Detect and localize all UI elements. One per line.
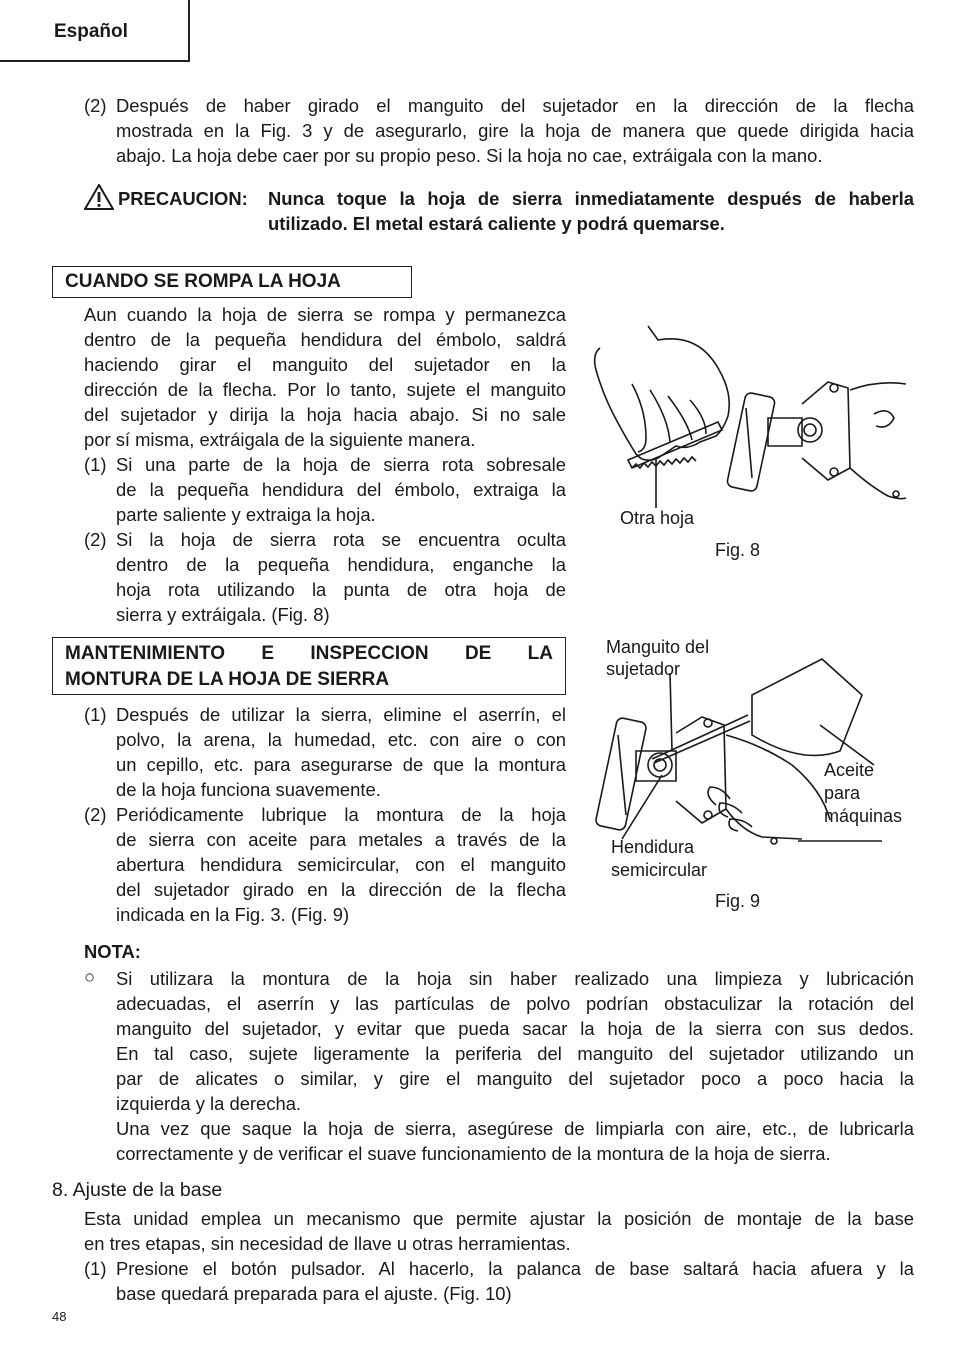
text-line: indicada en la Fig. 3. (Fig. 9) [116, 904, 350, 925]
fig9-label-oil-3: máquinas [824, 806, 903, 826]
fig8-illustration [588, 318, 908, 518]
fig9-label-oil-2: para [824, 783, 861, 803]
caution-line-1: Nunca toque la hoja de sierra inmediatamente después de haberla [268, 188, 914, 209]
item-number: (2) [84, 529, 107, 550]
fig8-label-other-blade: Otra hoja [620, 508, 695, 528]
item-number: (1) [84, 454, 107, 475]
fig8-caption: Fig. 8 [715, 540, 761, 560]
text-line: polvo, la arena, la humedad, etc. con aire o con [116, 729, 566, 750]
text-line: por sí misma, extráigala de la siguiente manera. [84, 429, 476, 450]
text-line: Periódicamente lubrique la montura de la hoja [116, 804, 566, 825]
warning-icon [84, 184, 114, 210]
caution-line-2: utilizado. El metal estará caliente y podrá quemarse. [268, 213, 725, 234]
language-label: Español [54, 21, 128, 42]
text-line: un cepillo, etc. para asegurarse de que la montura [116, 754, 566, 775]
heading-line-1: MANTENIMIENTO E INSPECCION DE LA [65, 643, 553, 664]
text-line: del sujetador girado en la dirección de la flecha [116, 879, 566, 900]
fig9-label-oil-1: Aceite [824, 760, 875, 780]
note-paragraph-2 [116, 1116, 914, 1166]
text-line: correctamente y de verificar el suave funcionamiento de la montura de la hoja de sierra. [116, 1143, 831, 1164]
text-line: en tres etapas, sin necesidad de llave u otras herramientas. [84, 1233, 571, 1254]
fig9-label-slot-2: semicircular [611, 860, 708, 880]
text-line: dentro de la pequeña hendidura del émbolo, saldrá [84, 329, 566, 350]
text-line: parte saliente y extraiga la hoja. [116, 504, 376, 525]
note-bullet: ○ [84, 966, 96, 987]
text-line: dirección de la flecha. Por lo tanto, sujete el manguito [84, 379, 566, 400]
note-paragraph-1 [116, 966, 914, 1116]
fig9-caption: Fig. 9 [715, 891, 761, 911]
step-number: (2) [84, 95, 107, 116]
caution-label: PRECAUCION: [118, 188, 248, 209]
text-line: sierra y extráigala. (Fig. 8) [116, 604, 330, 625]
text-line: Aun cuando la hoja de sierra se rompa y permanezca [84, 304, 566, 325]
note-label: NOTA: [84, 941, 141, 962]
intro-step-text [116, 93, 914, 168]
text-line: dentro de la pequeña hendidura, enganche la [116, 554, 566, 575]
language-tab [0, 0, 190, 62]
fig9-label-sleeve-1: Manguito del [606, 637, 710, 657]
text-line: Si utilizara la montura de la hoja sin haber realizado una limpieza y lubricación [116, 968, 914, 989]
fig9-label-slot-1: Hendidura [611, 837, 695, 857]
text-line: de sierra con aceite para metales a través de la [116, 829, 566, 850]
item-number: (1) [84, 704, 107, 725]
item-number: (1) [84, 1258, 107, 1279]
fig9-label-sleeve-2: sujetador [606, 659, 681, 679]
text-line: base quedará preparada para el ajuste. (Fig. 10) [116, 1283, 512, 1304]
text-line: Presione el botón pulsador. Al hacerlo, la palanca de base saltará hacia afuera y la [116, 1258, 914, 1279]
text-line: Después de utilizar la sierra, elimine el aserrín, el [116, 704, 566, 725]
text-line: de la hoja funciona suavemente. [116, 779, 381, 800]
text-line: haciendo girar el manguito del sujetador en la [84, 354, 566, 375]
text-line: manguito del sujetador, y evitar que pueda sacar la hoja de la sierra con sus dedos. [116, 1018, 914, 1039]
text-line: de la pequeña hendidura del émbolo, extraiga la [116, 479, 566, 500]
heading-line-2: MONTURA DE LA HOJA DE SIERRA [65, 669, 390, 690]
page-number: 48 [52, 1309, 67, 1324]
text-line: izquierda y la derecha. [116, 1093, 302, 1114]
text-line: del sujetador y dirija la hoja hacia abajo. Si no sale [84, 404, 566, 425]
text-line: abertura hendidura semicircular, con el manguito [116, 854, 566, 875]
text-line: Esta unidad emplea un mecanismo que permite ajustar la posición de montaje de la base [84, 1208, 914, 1229]
section-heading-broken-blade [52, 266, 412, 298]
heading-text: CUANDO SE ROMPA LA HOJA [65, 271, 341, 292]
text-line: mostrada en la Fig. 3 y de asegurarlo, gire la hoja de manera que quede dirigida hacia [116, 120, 914, 141]
text-line: Una vez que saque la hoja de sierra, asegúrese de limpiarla con aire, etc., de lubricarla [116, 1118, 914, 1139]
text-line: En tal caso, sujete ligeramente la periferia del manguito del sujetador utilizando un [116, 1043, 914, 1064]
base-section-title: 8. Ajuste de la base [52, 1179, 223, 1201]
text-line: Después de haber girado el manguito del sujetador en la dirección de la flecha [116, 95, 914, 116]
item-number: (2) [84, 804, 107, 825]
text-line: Si la hoja de sierra rota se encuentra oculta [116, 529, 566, 550]
text-line: abajo. La hoja debe caer por su propio peso. Si la hoja no cae, extráigala con la mano. [116, 145, 823, 166]
text-line: Si una parte de la hoja de sierra rota sobresale [116, 454, 566, 475]
text-line: par de alicates o similar, y gire el manguito del sujetador poco a poco hacia la [116, 1068, 914, 1089]
base-intro-text [84, 1206, 914, 1256]
section-heading-maintenance [52, 637, 566, 695]
text-line: hoja rota utilizando la punta de otra hoja de [116, 579, 566, 600]
text-line: adecuadas, el aserrín y las partículas de polvo podrían obstaculizar la rotación del [116, 993, 914, 1014]
broken-intro-text [84, 302, 566, 452]
